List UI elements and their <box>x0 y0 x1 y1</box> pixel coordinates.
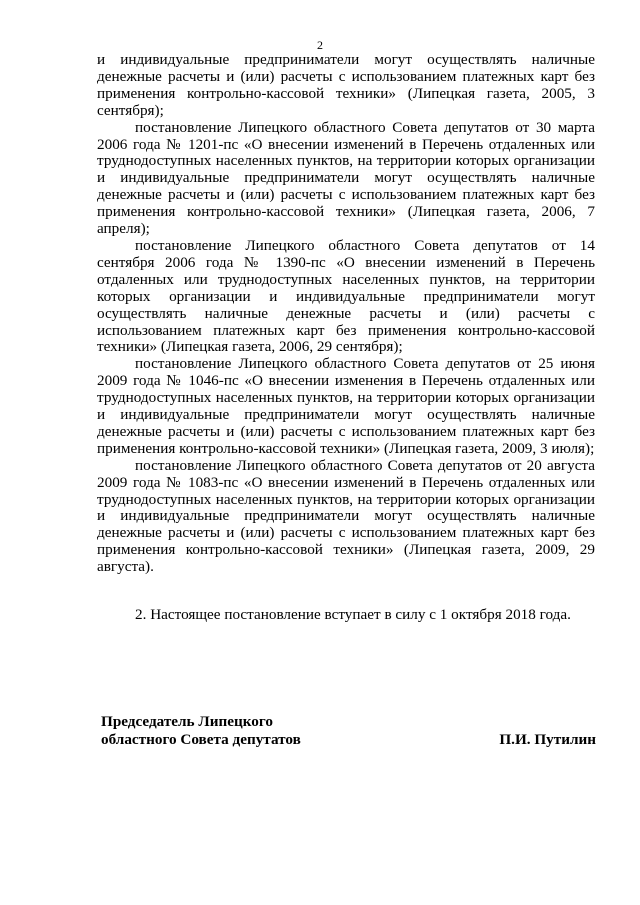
page-number: 2 <box>317 38 323 52</box>
paragraph-resolution-1390: постановление Липецкого областного Совета депутатов от 14 сентября 2006 года № 1390-пс «О внесении изменений в Перечень отдаленных или труднодоступных населенных пунктов, на территории которых организации и индивидуальные предприниматели могут осуществлять наличные денежные расчеты и (или) расчеты с использованием платежных карт без применения контрольно-кассовой техники» (Липецкая газета, 2006, 29 сентября); <box>97 236 595 356</box>
signature-title-line2: областного Совета депутатов <box>101 731 301 748</box>
signature-title <box>101 713 361 749</box>
paragraph-resolution-1083: постановление Липецкого областного Совета депутатов от 20 августа 2009 года № 1083-пс «О внесении изменений в Перечень отдаленных или труднодоступных населенных пунктов, на территории которых организации и индивидуальные предприниматели могут осуществлять наличные денежные расчеты и (или) расчеты с использованием платежных карт без применения контрольно-кассовой техники» (Липецкая газета, 2009, 29 августа). <box>97 456 595 576</box>
paragraph-effective-date: 2. Настоящее постановление вступает в силу с 1 октября 2018 года. <box>135 606 571 623</box>
paragraph-resolution-1046: постановление Липецкого областного Совета депутатов от 25 июня 2009 года № 1046-пс «О внесении изменения в Перечень отдаленных или труднодоступных населенных пунктов, на территории которых организации и индивидуальные предприниматели могут осуществлять наличные денежные расчеты и (или) расчеты с использованием платежных карт без применения контрольно-кассовой техники» (Липецкая газета, 2009, 3 июля); <box>97 355 595 457</box>
paragraph-continuation: и индивидуальные предприниматели могут осуществлять наличные денежные расчеты и (или) расчеты с использованием платежных карт без применения контрольно-кассовой техники» (Липецкая газета, 2005, 3 сентября); <box>97 51 595 119</box>
signature-title-line1: Председатель Липецкого <box>101 713 273 730</box>
signature-name: П.И. Путилин <box>499 731 596 748</box>
document-body <box>97 52 595 576</box>
paragraph-resolution-1201: постановление Липецкого областного Совета депутатов от 30 марта 2006 года № 1201-пс «О внесении изменений в Перечень отдаленных или труднодоступных населенных пунктов, на территории которых организации и индивидуальные предприниматели могут осуществлять наличные денежные расчеты и (или) расчеты с использованием платежных карт без применения контрольно-кассовой техники» (Липецкая газета, 2006, 7 апреля); <box>97 118 595 238</box>
